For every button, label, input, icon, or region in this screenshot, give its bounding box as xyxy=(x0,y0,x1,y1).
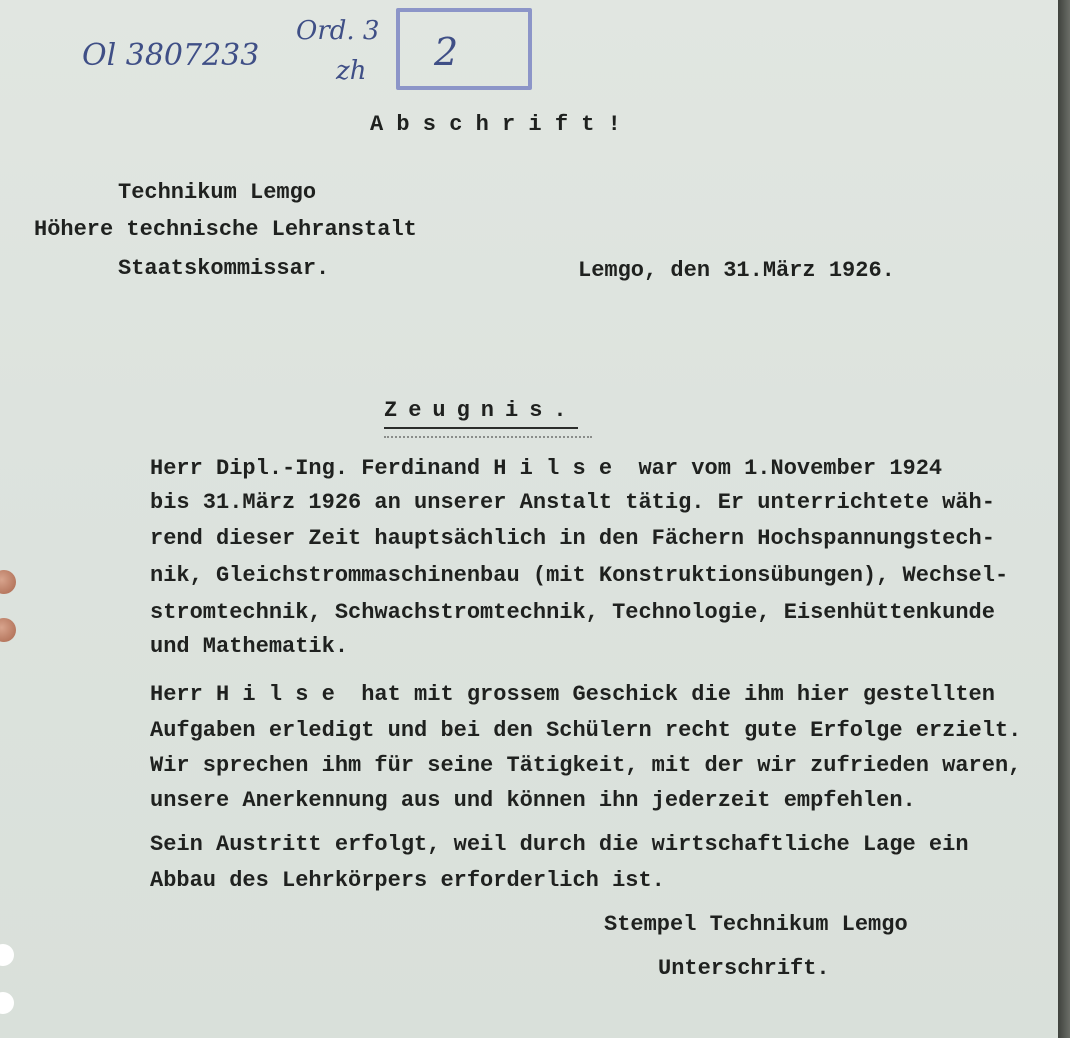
punch-hole-bottom-1 xyxy=(0,944,14,966)
punch-hole-bottom-2 xyxy=(0,992,14,1014)
paragraph2-line-4: unsere Anerkennung aus und können ihn jederzeit empfehlen. xyxy=(150,788,916,813)
paragraph2-line-1: Herr H i l s e hat mit grossem Geschick die ihm hier gestellten xyxy=(150,682,995,707)
closing-stamp-line: Stempel Technikum Lemgo xyxy=(604,912,908,937)
stamp-box xyxy=(396,8,532,90)
paragraph1-line-5: stromtechnik, Schwachstromtechnik, Technologie, Eisenhüttenkunde xyxy=(150,600,995,625)
paragraph3-line-2: Abbau des Lehrkörpers erforderlich ist. xyxy=(150,868,665,893)
paragraph1-line-2: bis 31.März 1926 an unserer Anstalt tätig. Er unterrichtete wäh- xyxy=(150,490,995,515)
institution-line-1: Technikum Lemgo xyxy=(118,180,317,205)
stamp-number: 2 xyxy=(434,30,459,74)
closing-signature-line: Unterschrift. xyxy=(658,956,830,981)
place-date: Lemgo, den 31.März 1926. xyxy=(578,258,895,283)
document-title: Zeugnis. xyxy=(384,398,578,429)
paragraph1-line-1: Herr Dipl.-Ing. Ferdinand H i l s e war vom 1.November 1924 xyxy=(150,456,943,481)
copy-heading: A b s c h r i f t ! xyxy=(370,112,621,137)
punch-hole-lower xyxy=(0,618,16,642)
institution-line-2: Höhere technische Lehranstalt xyxy=(34,217,417,242)
paragraph3-line-1: Sein Austritt erfolgt, weil durch die wirtschaftliche Lage ein xyxy=(150,832,969,857)
paragraph1-line-4: nik, Gleichstrommaschinenbau (mit Konstruktionsübungen), Wechsel- xyxy=(150,563,1009,588)
page-edge-shadow xyxy=(1058,0,1070,1038)
punch-hole-upper xyxy=(0,570,16,594)
title-dotted-rule xyxy=(384,436,592,438)
handwritten-note-line2: zh xyxy=(336,56,367,86)
paragraph1-line-3: rend dieser Zeit hauptsächlich in den Fächern Hochspannungstech- xyxy=(150,526,995,551)
paragraph2-line-2: Aufgaben erledigt und bei den Schülern recht gute Erfolge erzielt. xyxy=(150,718,1022,743)
archive-reference: Ol 3807233 xyxy=(82,38,260,73)
paragraph1-line-6: und Mathematik. xyxy=(150,634,349,659)
institution-line-3: Staatskommissar. xyxy=(118,256,330,281)
paragraph2-line-3: Wir sprechen ihm für seine Tätigkeit, mit der wir zufrieden waren, xyxy=(150,753,1022,778)
handwritten-note-line1: Ord. 3 xyxy=(296,16,380,46)
